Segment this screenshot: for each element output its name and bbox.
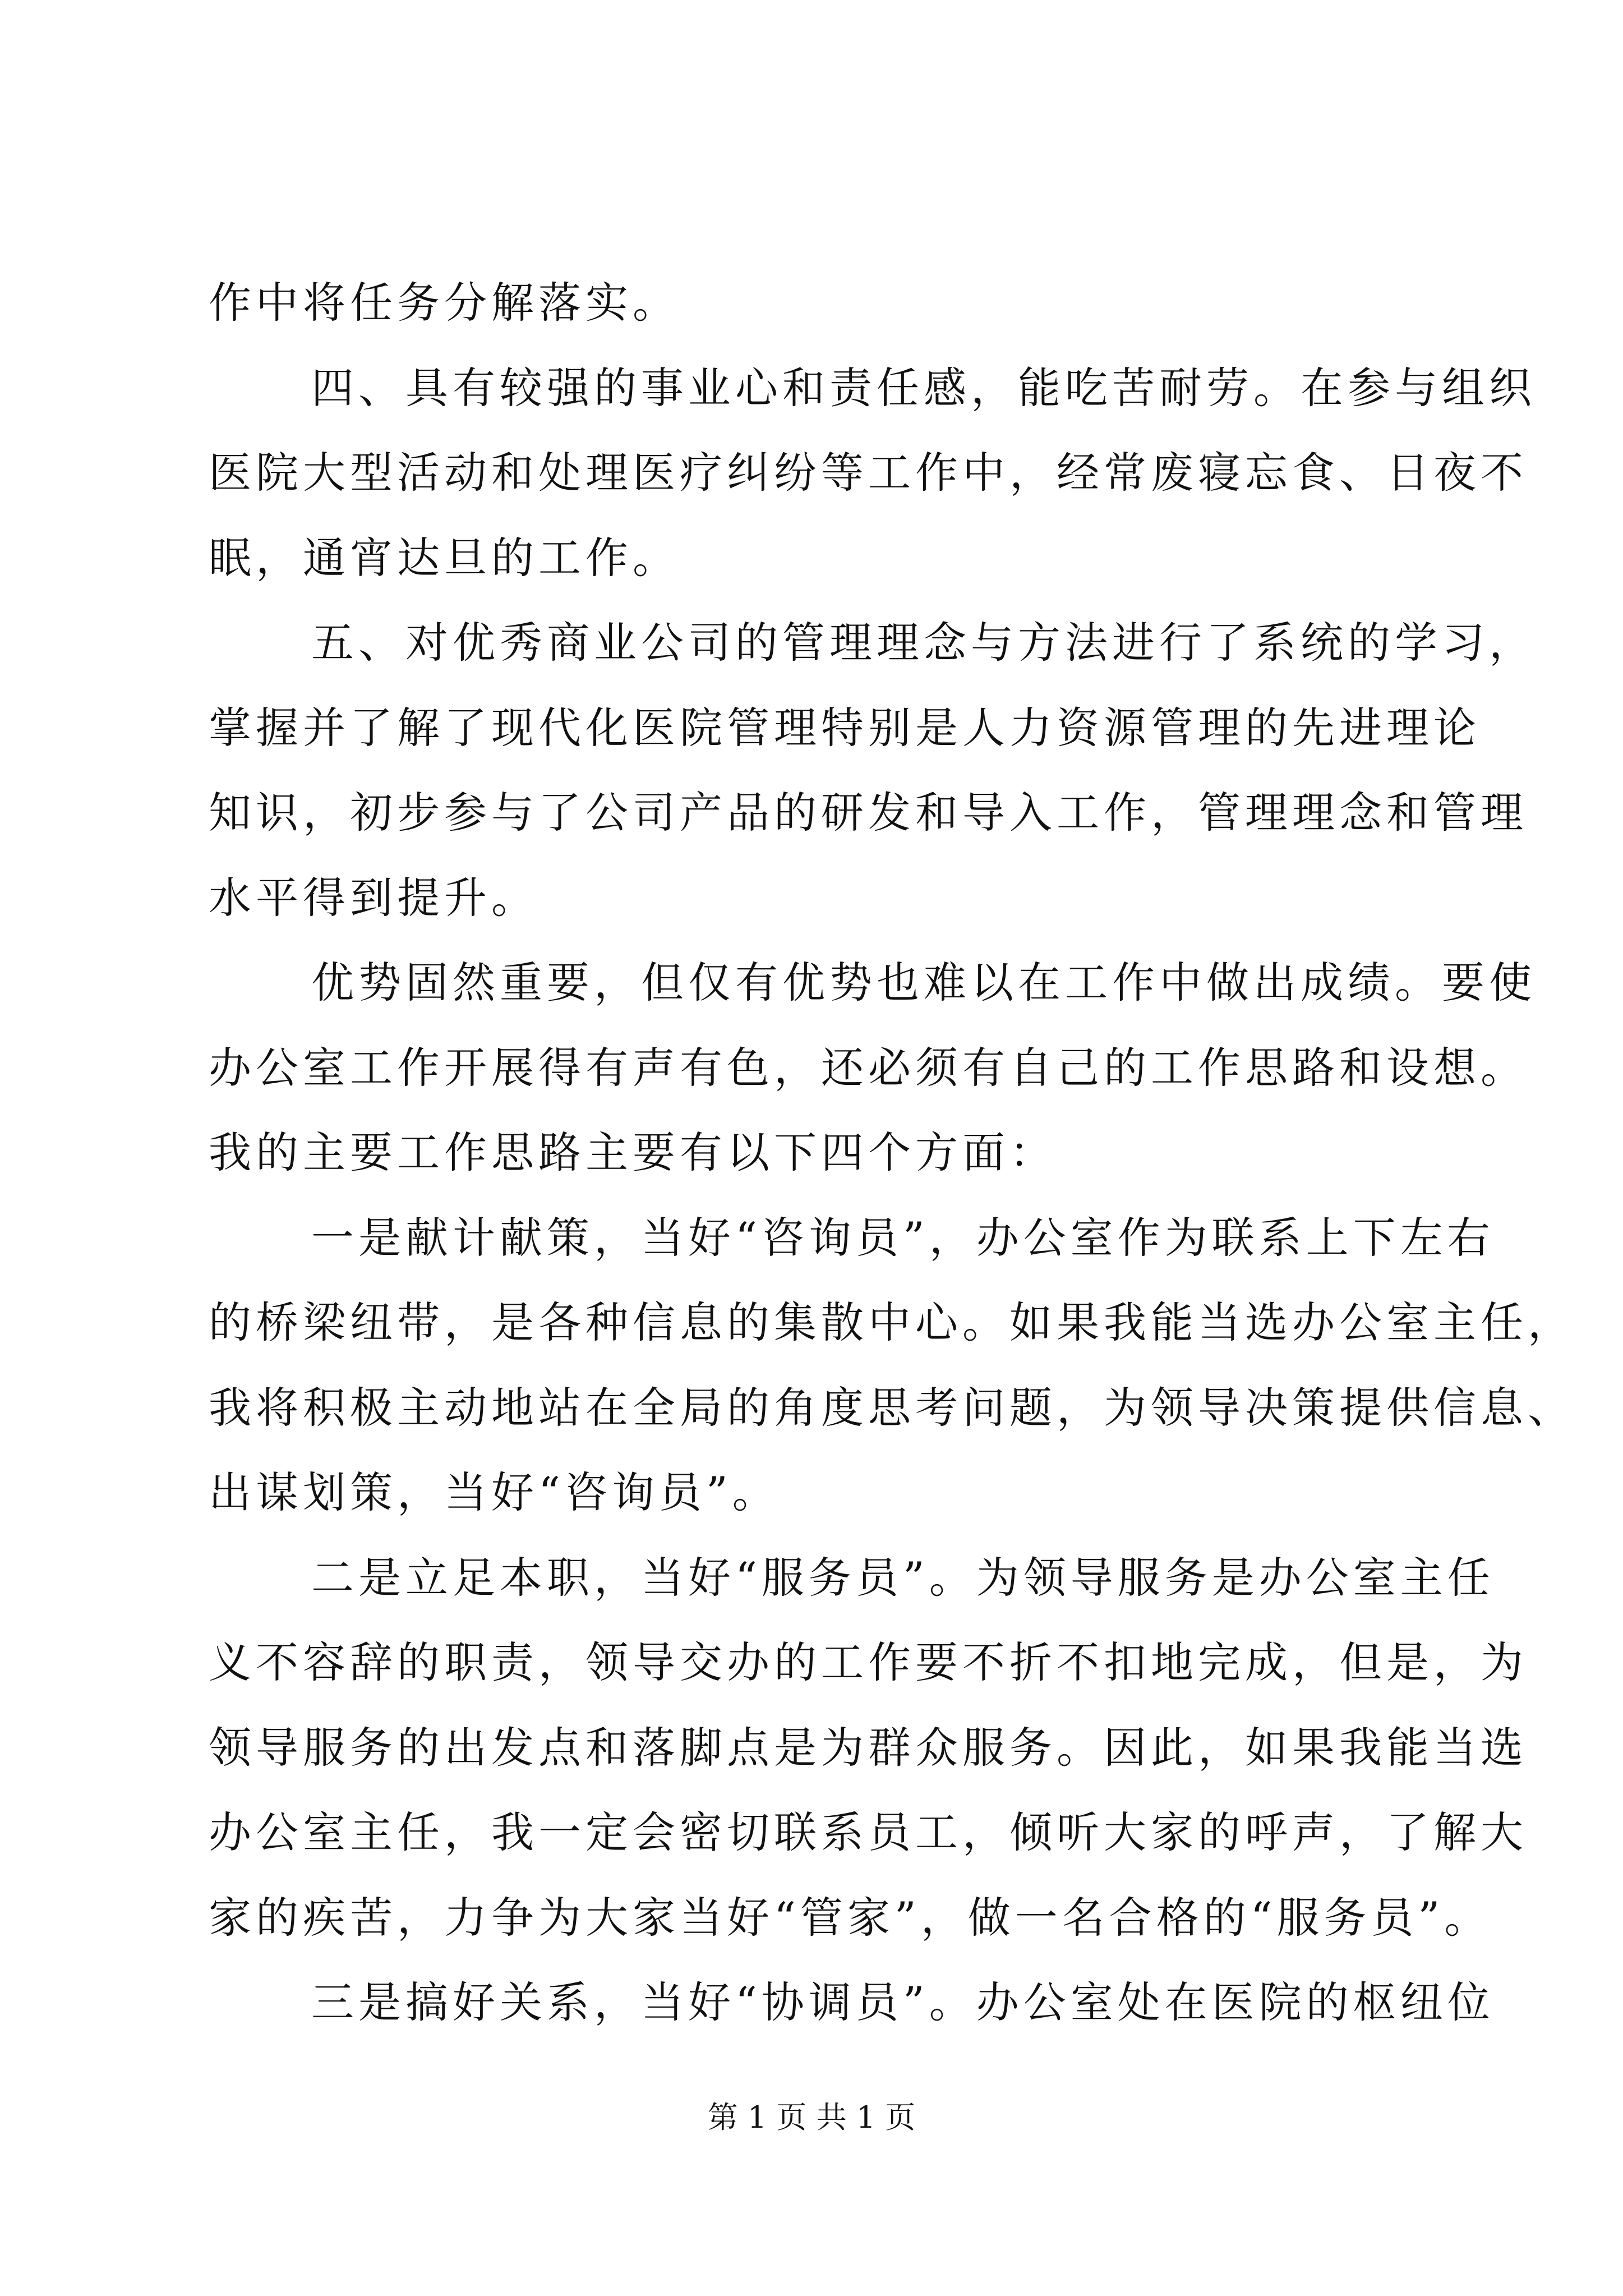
text-line: 我的主要工作思路主要有以下四个方面：: [209, 1128, 1057, 1177]
text-line: 掌握并了解了现代化医院管理特别是人力资源管理的先进理论: [209, 703, 1481, 753]
text-line: 二是立足本职，当好“服务员”。为领导服务是办公室主任: [311, 1553, 1495, 1603]
text-line: 医院大型活动和处理医疗纠纷等工作中，经常废寝忘食、日夜不: [209, 448, 1528, 498]
text-line: 四、具有较强的事业心和责任感，能吃苦耐劳。在参与组织: [311, 363, 1536, 413]
text-line: 的桥梁纽带，是各种信息的集散中心。如果我能当选办公室主任，: [209, 1297, 1575, 1347]
text-line: 水平得到提升。: [209, 873, 538, 923]
text-line: 领导服务的出发点和落脚点是为群众服务。因此，如果我能当选: [209, 1723, 1528, 1773]
page-footer: 第 1 页 共 1 页: [707, 2100, 916, 2135]
text-line: 义不容辞的职责，领导交办的工作要不折不扣地完成，但是，为: [209, 1637, 1528, 1687]
text-line: 家的疾苦，力争为大家当好“管家”，做一名合格的“服务员”。: [209, 1893, 1492, 1943]
text-line: 三是搞好关系，当好“协调员”。办公室处在医院的枢纽位: [311, 1977, 1495, 2027]
text-line: 眠，通宵达旦的工作。: [209, 533, 680, 583]
text-line: 一是献计献策，当好“咨询员”，办公室作为联系上下左右: [311, 1213, 1495, 1263]
text-line: 优势固然重要，但仅有优势也难以在工作中做出成绩。要使: [311, 958, 1536, 1007]
text-line: 办公室工作开展得有声有色，还必须有自己的工作思路和设想。: [209, 1043, 1528, 1093]
text-line: 办公室主任，我一定会密切联系员工，倾听大家的呼声，了解大: [209, 1807, 1528, 1857]
text-line: 出谋划策，当好“咨询员”。: [209, 1467, 780, 1517]
text-line: 作中将任务分解落实。: [209, 278, 680, 328]
text-line: 五、对优秀商业公司的管理理念与方法进行了系统的学习，: [311, 618, 1536, 668]
text-line: 知识，初步参与了公司产品的研发和导入工作，管理理念和管理: [209, 788, 1528, 838]
text-line: 我将积极主动地站在全局的角度思考问题，为领导决策提供信息、: [209, 1383, 1575, 1433]
